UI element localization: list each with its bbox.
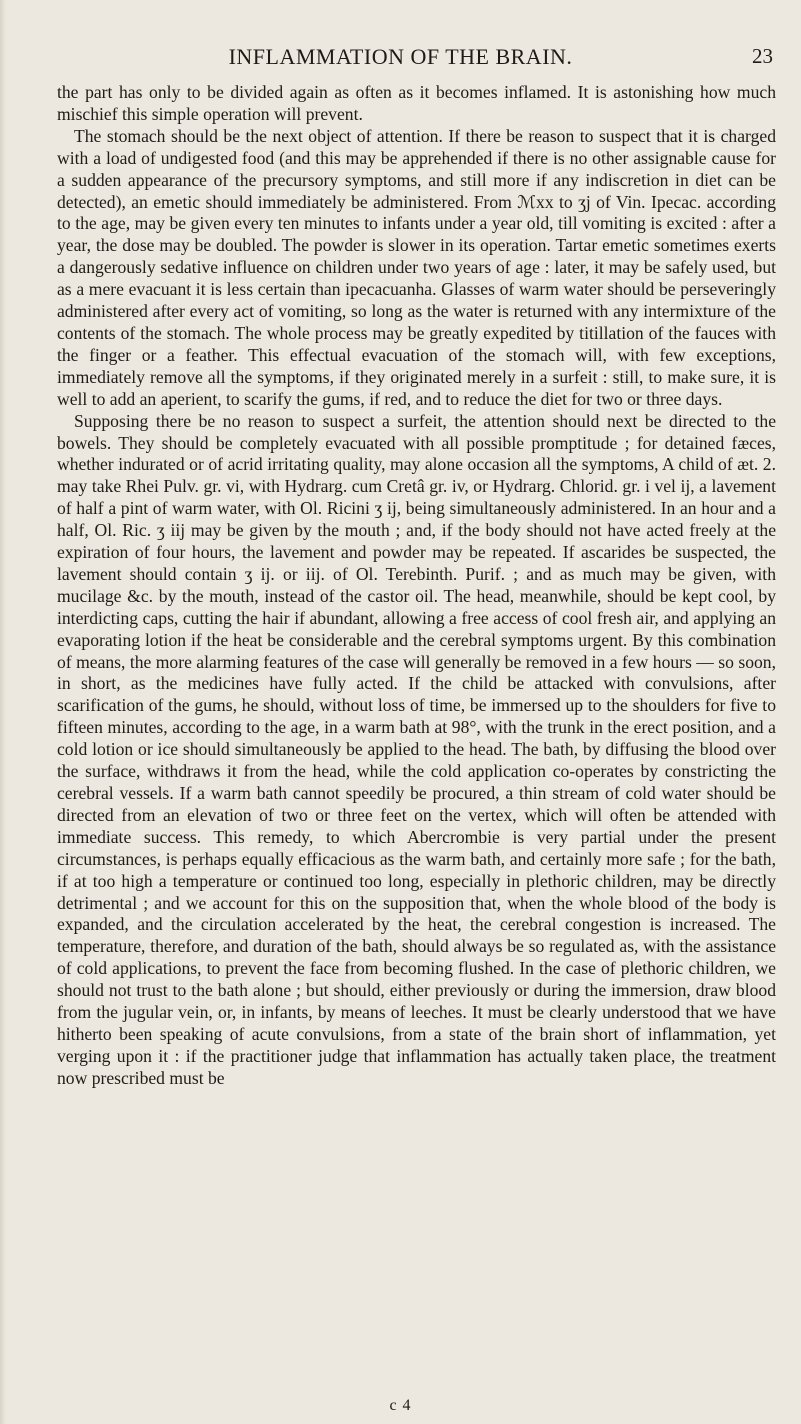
page-edge [0,0,6,1424]
signature-mark: c 4 [389,1397,412,1414]
running-title: INFLAMMATION OF THE BRAIN. [228,44,573,69]
paragraph-bowels: Supposing there be no reason to suspect a surfeit, the attention should next be directed to the bowels. They should be completely evacuated with all possible promptitude ; for detained fæces, whether indurated or of acrid irritating quality, may alone occasion all the symptoms, A child of æt. 2. may take Rhei Pulv. gr. vi, with Hydrarg. cum Cretâ gr. iv, or Hydrarg. Chlorid. gr. i vel ij, a lavement of half a pint of warm water, with Ol. Ricini ʒ ij, being simultaneously administered. In an hour and a half, Ol. Ric. ʒ iij may be given by the mouth ; and, if the body should not have acted freely at the expiration of four hours, the lavement and powder may be repeated. If ascarides be suspected, the lavement should contain ʒ ij. or iij. of Ol. Terebinth. Purif. ; and as much may be given, with mucilage &c. by the mouth, instead of the castor oil. The head, meanwhile, should be kept cool, by interdicting caps, cutting the hair if abundant, allowing a free access of cool fresh air, and applying an evaporating lotion if the heat be considerable and the cerebral symptoms urgent. By this combination of means, the more alarming features of the case will generally be removed in a few hours — so soon, in short, as the medicines have fully acted. If the child be attacked with convulsions, after scarification of the gums, he should, without loss of time, be immersed up to the shoulders for five to fifteen minutes, according to the age, in a warm bath at 98°, with the trunk in the erect position, and a cold lotion or ice should simultaneously be applied to the head. The bath, by diffusing the blood over the surface, withdraws it from the head, while the cold application co-operates by constricting the cerebral vessels. If a warm bath cannot speedily be procured, a thin stream of cold water should be directed from an elevation of two or three feet on the vertex, which will often be attended with immediate success. This remedy, to which Abercrombie is very partial under the present circumstances, is perhaps equally efficacious as the warm bath, and certainly more safe ; for the bath, if at too high a temperature or continued too long, especially in plethoric children, may be directly detrimental ; and we account for this on the supposition that, when the whole blood of the body is expanded, and the circulation accelerated by the heat, the cerebral congestion is increased. The temperature, therefore, and duration of the bath, should always be so regulated as, with the assistance of cold applications, to prevent the face from becoming flushed. In the case of plethoric children, we should not trust to the bath alone ; but should, either previously or during the immersion, draw blood from the jugular vein, or, in infants, by means of leeches. It must be clearly understood that we have hitherto been speaking of acute convulsions, from a state of the brain short of inflammation, yet verging upon it : if the practitioner judge that inflammation has actually taken place, the treatment now prescribed must be [57,410,776,1088]
page-header [0,42,801,72]
paragraph-stomach: The stomach should be the next object of attention. If there be reason to suspect that it is charged with a load of undigested food (and this may be apprehended if there is no other assignable cause for a sudden appearance of the precursory symptoms, and still more if any indiscretion in diet can be detected), an emetic should immediately be administered. From ℳxx to ʒj of Vin. Ipecac. according to the age, may be given every ten minutes to infants under a year old, till vomiting is excited : after a year, the dose may be doubled. The powder is slower in its operation. Tartar emetic sometimes exerts a dangerously sedative influence on children under two years of age : later, it may be safely used, but as a mere evacuant it is less certain than ipecacuanha. Glasses of warm water should be perseveringly administered after every act of vomiting, so long as the water is returned with any intermixture of the contents of the stomach. The whole process may be greatly expedited by titillation of the fauces with the finger or a feather. This effectual evacuation of the stomach will, with few exceptions, immediately remove all the symptoms, if they originated merely in a surfeit : still, to make sure, it is well to add an aperient, to scarify the gums, if red, and to reduce the diet for two or three days. [57,125,776,409]
body-text [57,82,776,1090]
paragraph-continuation: the part has only to be divided again as often as it becomes inflamed. It is astonishing how much mischief this simple operation will prevent. [57,82,776,124]
page-number: 23 [752,44,773,68]
